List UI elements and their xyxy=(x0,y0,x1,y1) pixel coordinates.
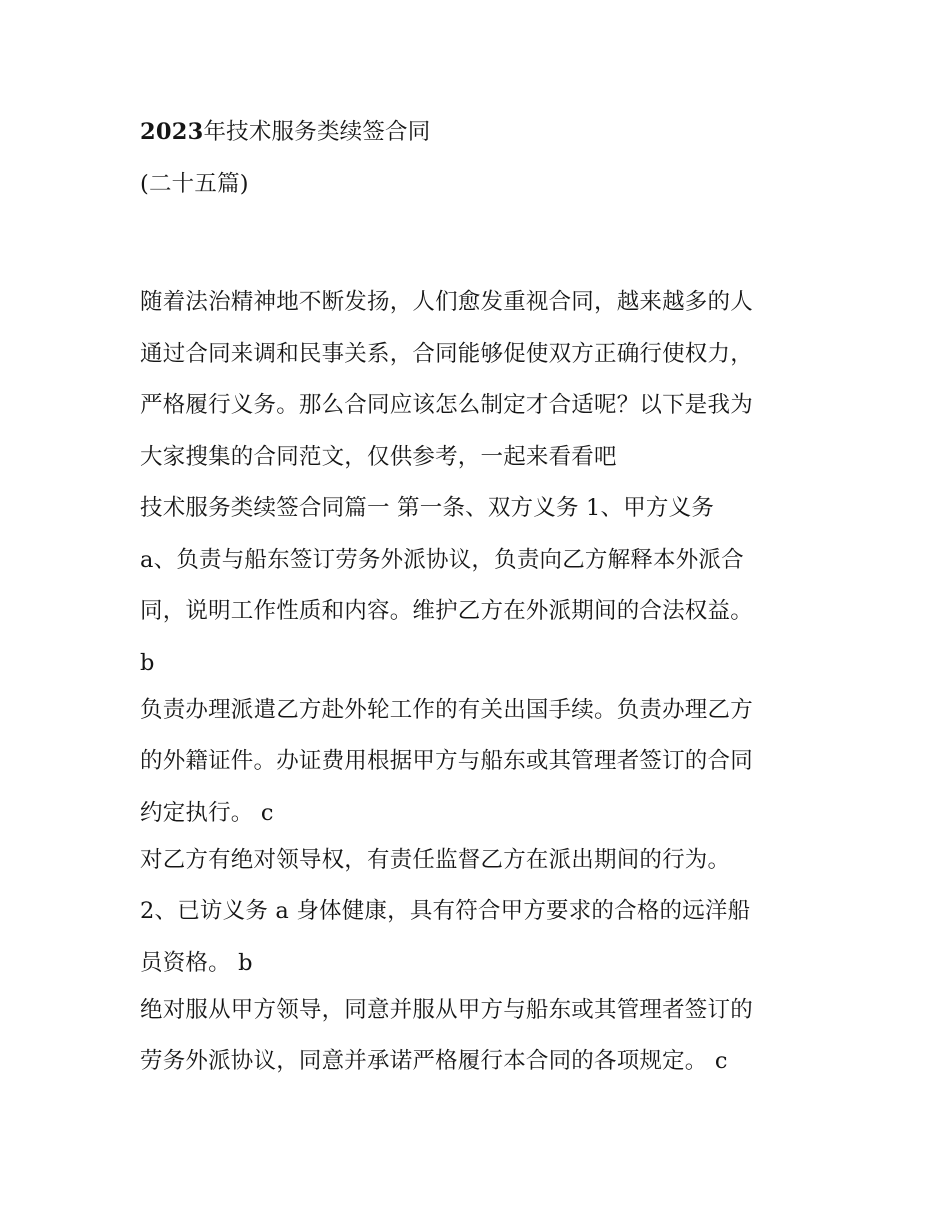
body-line: 同，说明工作性质和内容。维护乙方在外派期间的合法权益。 xyxy=(140,598,753,624)
body-line: 员资格。 b xyxy=(140,949,253,976)
title-line-2: (二十五篇) xyxy=(140,170,249,197)
body-line: 负责办理派遣乙方赴外轮工作的有关出国手续。负责办理乙方 xyxy=(140,696,753,723)
body-line: 通过合同来调和民事关系，合同能够促使双方正确行使权力， xyxy=(140,340,753,367)
body-line: 劳务外派协议，同意并承诺严格履行本合同的各项规定。 c xyxy=(140,1048,728,1074)
title-line-1 xyxy=(140,112,840,164)
body-line: 大家搜集的合同范文，仅供参考，一起来看看吧 xyxy=(140,443,617,470)
title-text: 年技术服务类续签合同 xyxy=(203,119,431,145)
body-line: 技术服务类续签合同篇一 第一条、双方义务 1、甲方义务 xyxy=(140,495,715,521)
document-body xyxy=(140,282,840,1093)
document-title xyxy=(140,112,840,215)
body-line: 对乙方有绝对领导权，有责任监督乙方在派出期间的行为。 xyxy=(140,846,731,873)
title-year: 2023 xyxy=(140,119,204,145)
body-line: 绝对服从甲方领导，同意并服从甲方与船东或其管理者签订的 xyxy=(140,996,753,1023)
body-line: 随着法治精神地不断发扬，人们愈发重视合同，越来越多的人 xyxy=(140,289,753,315)
body-line: 2、已访义务 a 身体健康，具有符合甲方要求的合格的远洋船 xyxy=(140,898,751,924)
body-line: 约定执行。 c xyxy=(140,799,274,826)
body-line: 的外籍证件。办证费用根据甲方与船东或其管理者签订的合同 xyxy=(140,748,753,774)
body-line: a、负责与船东签订劳务外派协议，负责向乙方解释本外派合 xyxy=(140,546,744,573)
body-line: 严格履行义务。那么合同应该怎么制定才合适呢？以下是我为 xyxy=(140,392,753,418)
body-line: b xyxy=(140,649,155,676)
